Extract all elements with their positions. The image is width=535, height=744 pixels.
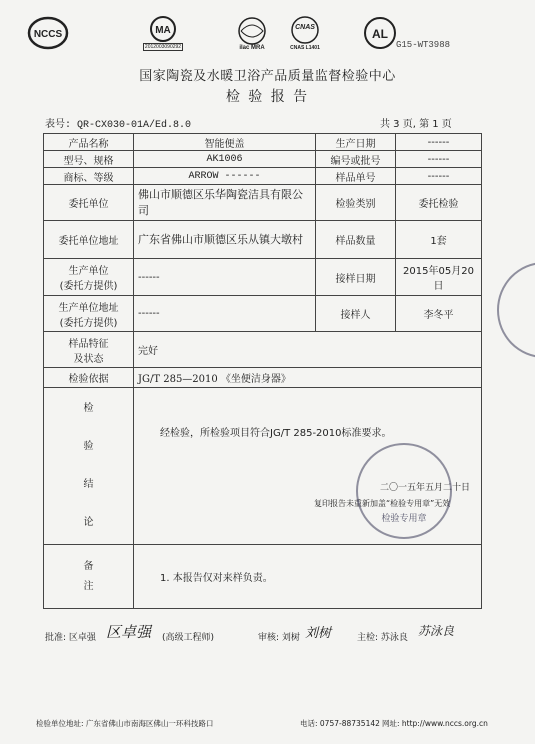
serial: ------ bbox=[396, 151, 482, 168]
sample-state: 完好 bbox=[134, 332, 482, 368]
report-form bbox=[43, 133, 482, 609]
conclusion-char-3: 结 bbox=[83, 479, 94, 490]
cnas-logo-text: CNAS bbox=[295, 24, 315, 31]
mfr-addr-label-line1: 生产单位地址 bbox=[58, 302, 119, 314]
nccs-logo bbox=[27, 14, 69, 52]
inspection-stamp bbox=[356, 443, 452, 539]
test-label: 主检: 苏泳良 bbox=[357, 633, 408, 643]
product-name: 智能便盖 bbox=[134, 134, 316, 151]
model-label: 型号、规格 bbox=[44, 151, 134, 168]
conclusion-label bbox=[44, 388, 134, 545]
footer-phone: 电话: 0757-88735142 bbox=[300, 719, 380, 728]
footer-address: 检验单位地址: 广东省佛山市南海区佛山一环科技路口 bbox=[36, 719, 214, 728]
serial-label: 编号或批号 bbox=[316, 151, 396, 168]
approve-signature: 区卓强 bbox=[106, 623, 152, 641]
brand: ARROW ------ bbox=[134, 168, 316, 185]
quantity-label: 样品数量 bbox=[316, 221, 396, 259]
mfr-addr-label-line2: (委托方提供) bbox=[59, 317, 118, 329]
conclusion-text: 经检验，所检验项目符合JG/T 285-2010标准要求。 bbox=[160, 428, 392, 439]
ilac-mra-text: ilac MRA bbox=[239, 45, 265, 51]
receiver-label: 接样人 bbox=[316, 296, 396, 332]
form-number: 表号: QR-CX030-01A/Ed.8.0 bbox=[45, 120, 192, 131]
quantity: 1套 bbox=[396, 221, 482, 259]
ilac-mra-logo bbox=[231, 14, 273, 52]
test-type-label: 检验类别 bbox=[316, 185, 396, 221]
received-label: 接样日期 bbox=[316, 259, 396, 296]
remarks-char-1: 备 bbox=[83, 560, 94, 572]
received-date: 2015年05月20日 bbox=[396, 259, 482, 296]
test-type: 委托检验 bbox=[396, 185, 482, 221]
org-name: 国家陶瓷及水暖卫浴产品质量监督检验中心 bbox=[139, 69, 396, 84]
receiver: 李冬平 bbox=[396, 296, 482, 332]
review-label: 审核: 刘树 bbox=[258, 633, 300, 643]
cnas-logo bbox=[282, 14, 328, 52]
footer-website: 网址: http://www.nccs.org.cn bbox=[382, 719, 488, 728]
manufacturer-label-line2: (委托方提供) bbox=[59, 281, 118, 292]
review-signature: 刘树 bbox=[305, 626, 332, 641]
cma-logo-text: MA bbox=[155, 25, 171, 36]
conclusion-cell bbox=[134, 388, 482, 545]
cert-code: G15-WT3988 bbox=[396, 40, 451, 50]
brand-label: 商标、等级 bbox=[44, 168, 134, 185]
manufacturer-label bbox=[44, 259, 134, 296]
report-title: 检 验 报 告 bbox=[225, 89, 310, 105]
stamp-text: 检验专用章 bbox=[381, 514, 427, 524]
basis-label: 检验依据 bbox=[44, 368, 134, 388]
sample-state-label bbox=[44, 332, 134, 368]
manufacturer: ------ bbox=[134, 259, 316, 296]
client: 佛山市顺德区乐华陶瓷洁具有限公司 bbox=[134, 185, 316, 221]
model: AK1006 bbox=[134, 151, 316, 168]
sample-no: ------ bbox=[396, 168, 482, 185]
sample-state-label-line2: 及状态 bbox=[73, 353, 104, 365]
approve-title: (高级工程师) bbox=[162, 633, 215, 643]
cal-logo bbox=[360, 14, 400, 52]
sample-state-label-line1: 样品特征 bbox=[68, 338, 109, 350]
remarks-label bbox=[44, 545, 134, 609]
cma-number: 2012003090292 bbox=[144, 44, 182, 50]
remarks-char-2: 注 bbox=[83, 580, 94, 592]
conclusion-date: 二〇一五年五月二十日 bbox=[380, 483, 471, 493]
conclusion-char-1: 检 bbox=[83, 403, 94, 414]
conclusion-char-4: 论 bbox=[83, 517, 94, 528]
page-count: 共 3 页, 第 1 页 bbox=[380, 119, 452, 130]
prod-date: ------ bbox=[396, 134, 482, 151]
conclusion-char-2: 验 bbox=[83, 441, 94, 452]
remarks: 1. 本报告仅对来样负责。 bbox=[134, 545, 482, 609]
manufacturer-label-line1: 生产单位 bbox=[68, 266, 109, 277]
approve-label: 批准: 区卓强 bbox=[45, 633, 96, 643]
cma-logo bbox=[140, 14, 186, 52]
mfr-addr-label bbox=[44, 296, 134, 332]
sample-no-label: 样品单号 bbox=[316, 168, 396, 185]
mfr-addr: ------ bbox=[134, 296, 316, 332]
client-label: 委托单位 bbox=[44, 185, 134, 221]
nccs-logo-text: NCCS bbox=[33, 29, 63, 40]
product-name-label: 产品名称 bbox=[44, 134, 134, 151]
cal-logo-text: AL bbox=[372, 27, 388, 41]
client-addr: 广东省佛山市顺德区乐从镇大墩村 bbox=[134, 221, 316, 259]
basis: JG/T 285—2010 《坐便洁身器》 bbox=[134, 368, 482, 388]
cnas-number: CNAS L1401 bbox=[290, 45, 320, 51]
client-addr-label: 委托单位地址 bbox=[44, 221, 134, 259]
side-seal bbox=[497, 262, 535, 358]
copy-note: 复印报告未重新加盖“检验专用章”无效 bbox=[314, 499, 451, 508]
test-signature: 苏泳良 bbox=[418, 624, 455, 638]
prod-date-label: 生产日期 bbox=[316, 134, 396, 151]
